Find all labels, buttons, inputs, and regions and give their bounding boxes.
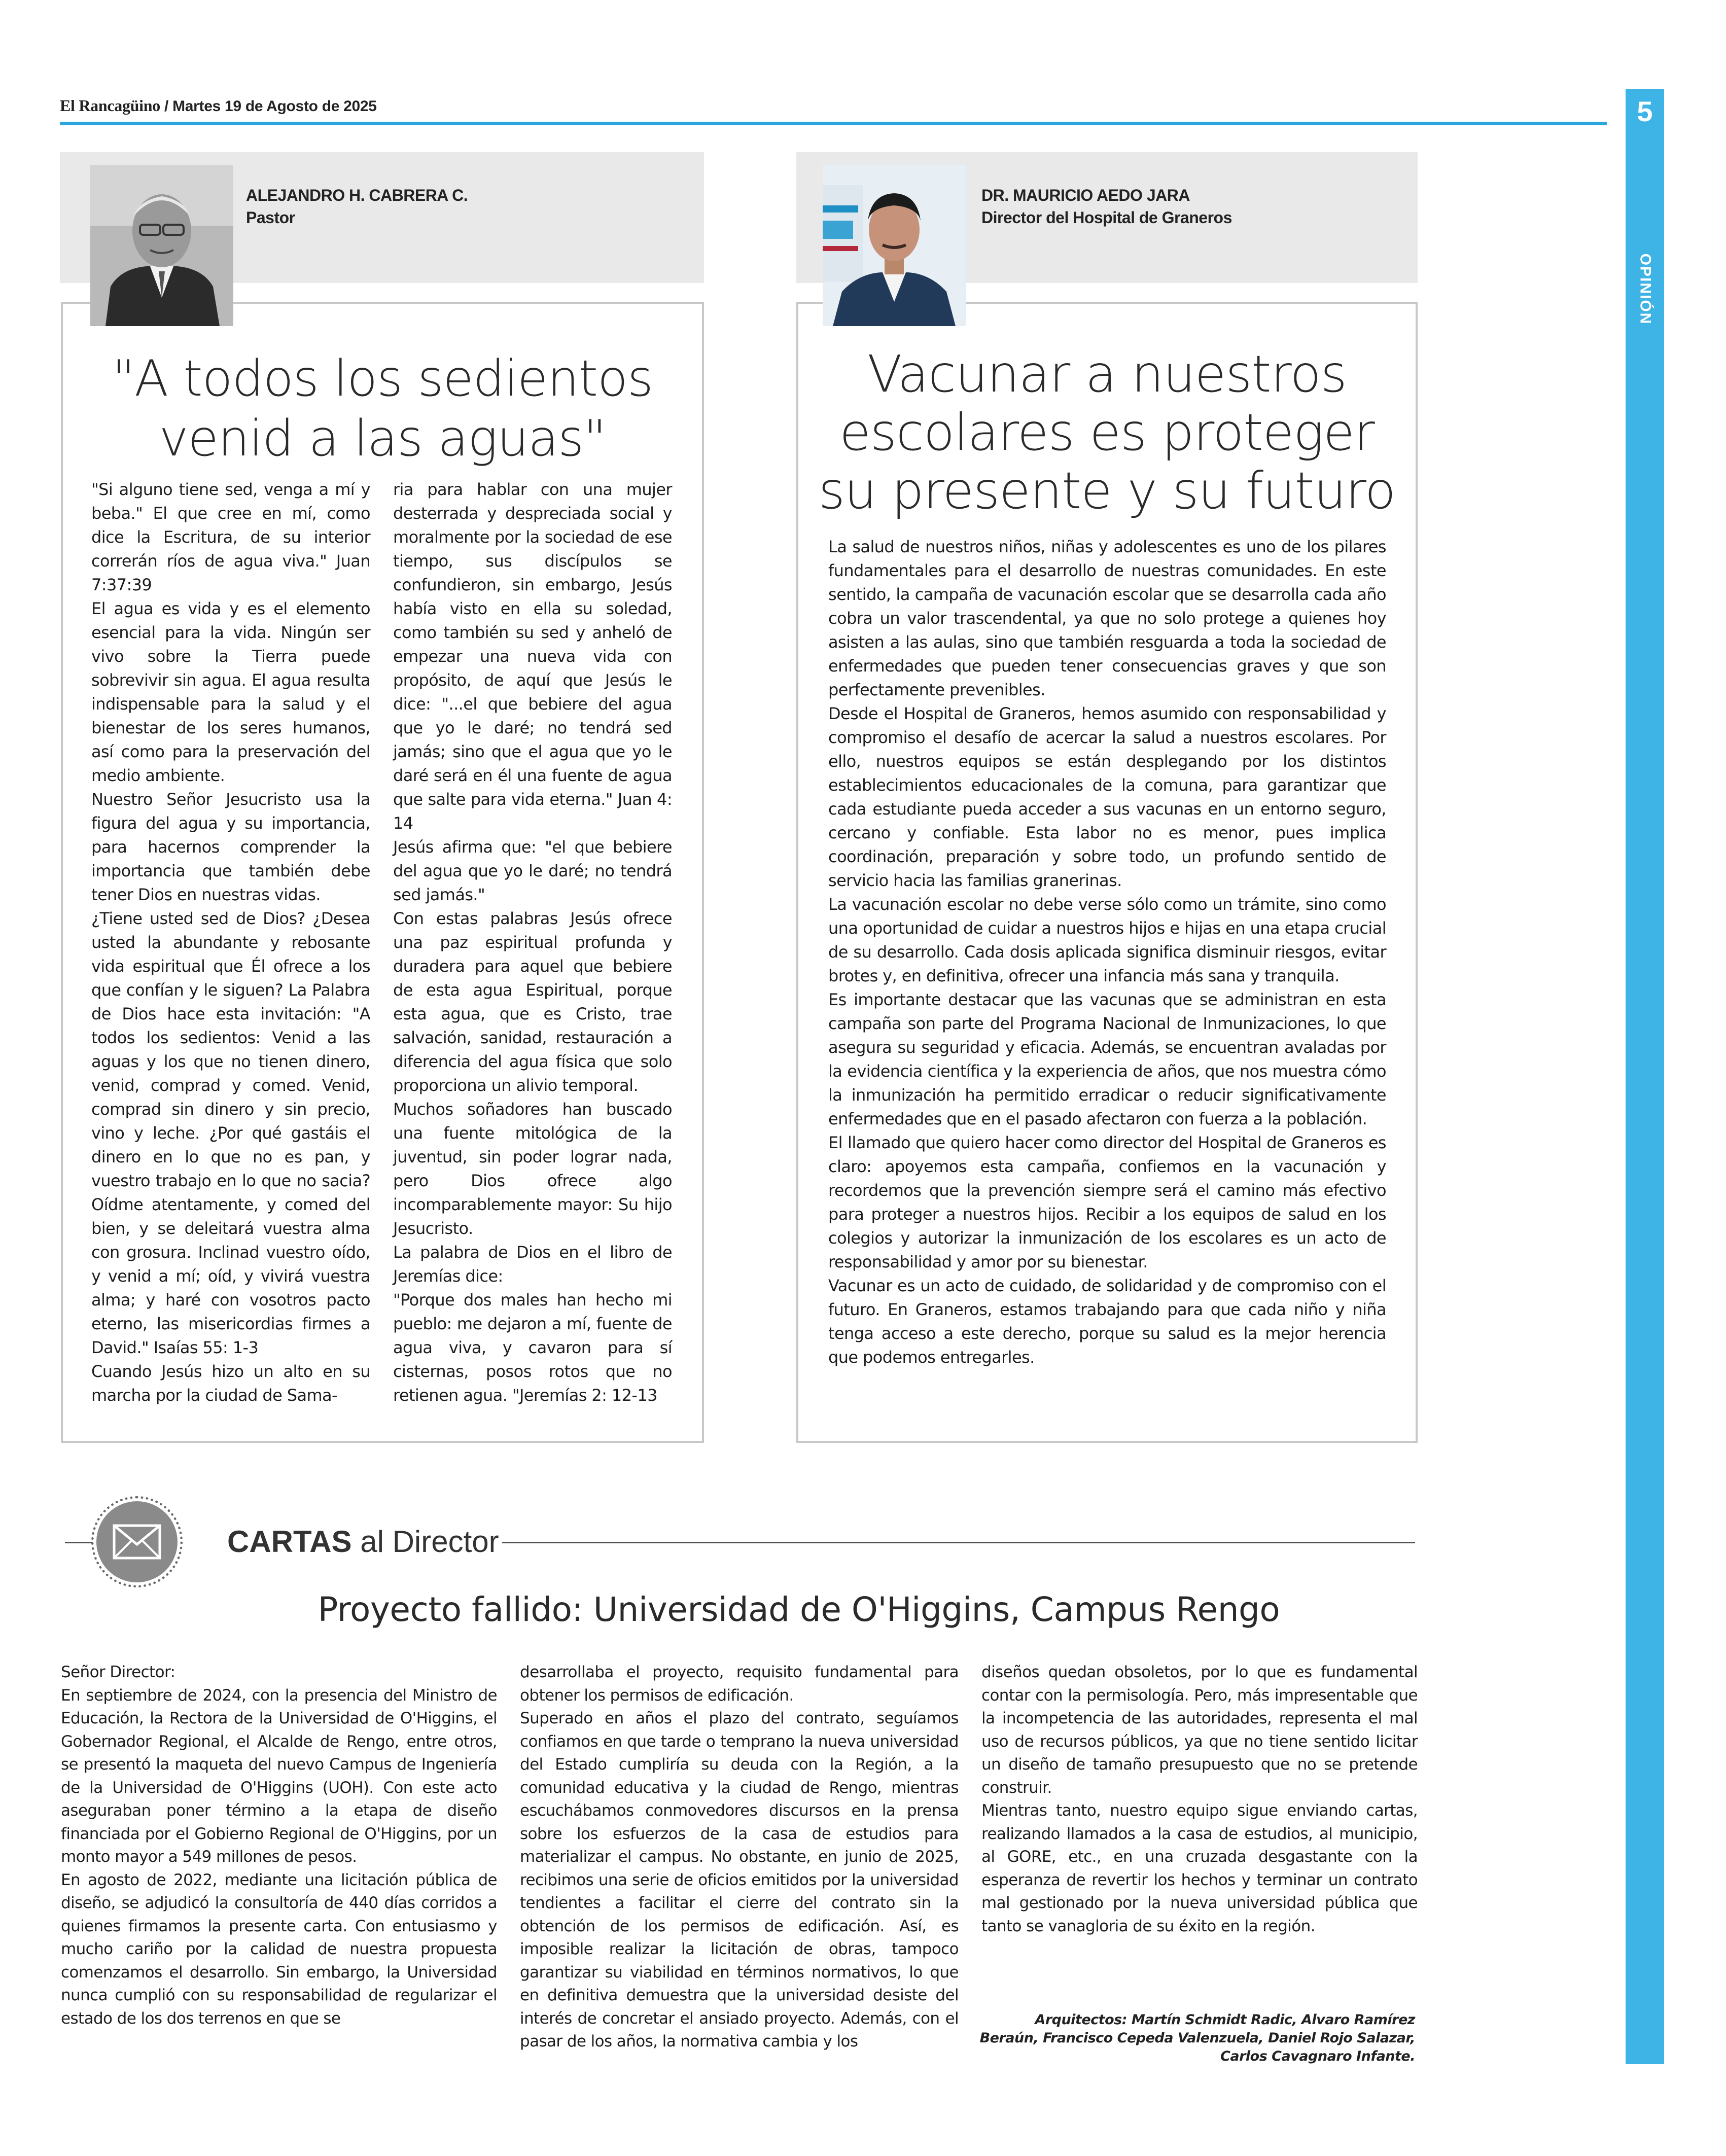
author-role: Director del Hospital de Graneros (981, 208, 1232, 227)
paragraph: La salud de nuestros niños, niñas y adolescentes es uno de los pilares fundamentales para el desarrollo de nuestras comunidades. En este sentido, la campaña de vacunación escolar que se desarrolla cada año cobra un valor trascendental, ya que no solo protege a quienes hoy asisten a las aulas, sino que también resguarda a toda la sociedad de enfermedades que pueden tener consecuencias graves y que son perfectamente prevenibles. (828, 537, 1386, 699)
signature-line: Beraún, Francisco Cepeda Valenzuela, Daniel Rojo Salazar, (979, 2030, 1415, 2046)
section-rule-right (502, 1542, 1415, 1543)
paragraph: desarrollaba el proyecto, requisito fundamental para obtener los permisos de edificación. (520, 1663, 959, 1705)
paragraph: "Si alguno tiene sed, venga a mí y beba." El que cree en mí, como dice la Escritura, de su interior correrán ríos de agua viva." Juan 7:37:39 (91, 480, 370, 594)
paragraph: diseños quedan obsoletos, por lo que es fundamental contar con la permisología. Pero, más impresentable que la incompetencia de las autoridades, representa el mal uso de recursos públicos, ya que no tiene sentido licitar un diseño de tamaño presupuesto que no se pretende construir. (981, 1663, 1418, 1797)
section-label (1632, 246, 1658, 332)
paragraph: La vacunación escolar no debe verse sólo como un trámite, sino como una oportunidad de cuidar a nuestros hijos e hijas en una etapa crucial de su desarrollo. Cada dosis aplicada significa disminuir riesgos, evitar brotes y, en definitiva, ofrecer una infancia más sana y tranquila. (828, 895, 1386, 985)
masthead (60, 96, 377, 115)
paragraph: Jesús afirma que: "el que bebiere del agua que yo le daré; no tendrá sed jamás." (393, 837, 672, 904)
headline-line: su presente y su futuro (818, 461, 1396, 520)
author-left (246, 184, 468, 229)
paragraph: En septiembre de 2024, con la presencia del Ministro de Educación, la Rectora de la Universidad de O'Higgins, el Gobernador Regional, el Alcalde de Rengo, entre otros, se presentó la maqueta del nuevo Campus de Ingeniería de la Universidad de O'Higgins (UOH). Con este acto aseguraban poner término a la etapa de diseño financiada por el Gobierno Regional de O'Higgins, por un monto mayor a 549 millones de pesos. (61, 1686, 497, 1866)
paragraph: La palabra de Dios en el libro de Jeremías dice: (393, 1243, 672, 1286)
paragraph: ¿Tiene usted sed de Dios? ¿Desea usted la abundante y rebosante vida espiritual que Él ofrece a los que confían y le siguen? La Palabra de Dios hace esta invitación: "A todos los sedientos: Venid a las aguas y los que no tienen dinero, venid, comprad y comed. Venid, comprad sin dinero y sin precio, vino y leche. ¿Por qué gastáis el dinero en lo que no es pan, y vuestro trabajo en lo que no sacia? Oídme atentamente, y comed del bien, y se deleitará vuestra alma con grosura. Inclinad vuestro oído, y venid a mí; oíd, y vivirá vuestra alma; y haré con vosotros pacto eterno, las misericordias firmes a David." Isaías 55: 1-3 (91, 909, 370, 1357)
paragraph: El llamado que quiero hacer como director del Hospital de Graneros es claro: apoyemos esta campaña, confiemos en la vacunación y recordemos que la prevención siempre será el camino más efectivo para proteger a nuestros hijos. Recibir a los equipos de salud en los colegios y autorizar la inmunización de los escolares es un acto de responsabilidad y amor por su bienestar. (828, 1133, 1386, 1271)
author-name: ALEJANDRO H. CABRERA C. (246, 186, 468, 204)
paragraph: Superado en años el plazo del contrato, seguíamos confiamos en que tarde o temprano la nueva universidad del Estado cumpliría su deuda con la Región, a la comunidad educativa y la ciudad de Rengo, mientras escuchábamos conmovedores discursos en la prensa sobre los esfuerzos de la casa de estudios para materializar el campus. No obstante, en junio de 2025, recibimos una serie de oficios emitidos por la universidad tendientes a facilitar el cierre del contrato sin la obtención de los permisos de edificación. Así, es imposible realizar la licitación de obras, tampoco garantizar su viabilidad en términos normativos, lo que en definitiva demuestra que la universidad desiste del interés de concretar el ansiado proyecto. Además, con el pasar de los años, la normativa cambia y los (520, 1709, 959, 2051)
author-portrait-icon (90, 165, 233, 326)
headline-right (796, 345, 1418, 520)
paragraph: Es importante destacar que las vacunas que se administran en esta campaña son parte del Programa Nacional de Inmunizaciones, lo que asegura su seguridad y eficacia. Además, se encuentran avaladas por la evidencia científica y la experiencia de años, que nos muestra cómo la inmunización ha permitido erradicar o reducir significativamente enfermedades que en el pasado afectaron con fuerza a la población. (828, 990, 1386, 1128)
letters-section-title (227, 1524, 499, 1559)
signature-line: Arquitectos: Martín Schmidt Radic, Alvaro Ramírez (1035, 2012, 1415, 2028)
letter-salutation: Señor Director: (61, 1663, 175, 1681)
headline-line: "A todos los sedientos (112, 350, 653, 408)
author-photo-right (823, 165, 966, 326)
paragraph: "Porque dos males han hecho mi pueblo: me dejaron a mí, fuente de agua viva, y cavaron para sí cisternas, posos rotos que no retienen agua. "Jeremías 2: 12-13 (393, 1290, 672, 1405)
page-number: 5 (1637, 95, 1653, 127)
paragraph: Desde el Hospital de Graneros, hemos asumido con responsabilidad y compromiso el desafío de acercar la salud a nuestros escolares. Por ello, nuestros equipos se están desplegando por los distintos establecimientos educacionales de la comuna, para garantizar que cada estudiante pueda acceder a sus vacunas en un entorno seguro, cercano y confiable. Esta labor no es menor, pues implica coordinación, preparación y sobre todo, un profundo sentido de servicio hacia las familias granerinas. (828, 704, 1386, 890)
letters-section-title-light: al Director (351, 1525, 499, 1559)
letter-col1 (61, 1661, 497, 2030)
article-left-col1 (91, 478, 370, 1407)
issue-date: Martes 19 de Agosto de 2025 (172, 98, 377, 115)
letter-title: Proyecto fallido: Universidad de O'Higgins, Campus Rengo (318, 1590, 1280, 1629)
section-rule-left (65, 1542, 93, 1543)
letter-signature (964, 2011, 1415, 2066)
paragraph: Cuando Jesús hizo un alto en su marcha por la ciudad de Sama- (91, 1362, 370, 1405)
headline-line: Vacunar a nuestros (867, 344, 1347, 404)
paragraph: El agua es vida y es el elemento esencial para la vida. Ningún ser vivo sobre la Tierra puede sobrevivir sin agua. El agua resulta indispensable para la salud y el bienestar de los seres humanos, así como para la preservación del medio ambiente. (91, 599, 370, 785)
letter-col2 (520, 1661, 959, 2054)
section-sidebar (1626, 89, 1664, 2064)
letters-badge-inner (96, 1501, 178, 1582)
paragraph: ria para hablar con una mujer desterrada y despreciada social y moralmente por la sociedad de ese tiempo, sus discípulos se confundieron, sin embargo, Jesús había visto en ella su soledad, como también su sed y anheló de empezar una nueva vida con propósito, de aquí que Jesús le dice: "...el que bebiere del agua que yo le daré; no tendrá sed jamás; sino que el agua que yo le daré será en él una fuente de agua que salte para vida eterna." Juan 4: 14 (393, 480, 672, 833)
article-right-body (828, 535, 1386, 1369)
header-rule (60, 122, 1607, 125)
paragraph: Muchos soñadores han buscado una fuente mitológica de la juventud, sin poder lograr nada, pero Dios ofrece algo incomparablemente mayor: Su hijo Jesucristo. (393, 1100, 672, 1238)
paragraph: En agosto de 2022, mediante una licitación pública de diseño, se adjudicó la consultoría de 440 días corridos a quienes firmamos la presente carta. Con entusiasmo y mucho cariño por la calidad de nuestra propuesta comenzamos el desarrollo. Sin embargo, la Universidad nunca cumplió con su responsabilidad de regularizar el estado de los dos terrenos en que se (61, 1870, 497, 2028)
paragraph: Con estas palabras Jesús ofrece una paz espiritual profunda y duradera para aquel que bebiere de esta agua Espiritual, porque esta agua, que es Cristo, trae salvación, sanidad, restauración a diferencia del agua física que solo proporciona un alivio temporal. (393, 909, 672, 1095)
article-left-col2 (393, 478, 672, 1407)
section-name: OPINIÓN (1637, 253, 1653, 325)
headline-line: escolares es proteger (839, 403, 1375, 462)
author-photo-left (90, 165, 233, 326)
letter-col3 (981, 1661, 1418, 1938)
author-right (981, 184, 1232, 229)
paragraph: Mientras tanto, nuestro equipo sigue enviando cartas, realizando llamados a la casa de estudios, al municipio, al GORE, etc., en una cruzada desgastante con la esperanza de revertir los hechos y terminar un contrato mal gestionado por la nueva universidad pública que tanto se vanagloria de su éxito en la región. (981, 1801, 1418, 1935)
newspaper-name: El Rancagüino (60, 96, 160, 115)
masthead-separator: / (164, 98, 169, 115)
headline-left (61, 349, 704, 469)
author-name: DR. MAURICIO AEDO JARA (981, 186, 1190, 204)
paragraph: Nuestro Señor Jesucristo usa la figura del agua y su importancia, para hacernos comprender la importancia que también debe tener Dios en nuestras vidas. (91, 790, 370, 904)
envelope-icon (113, 1524, 161, 1560)
paragraph: Vacunar es un acto de cuidado, de solidaridad y de compromiso con el futuro. En Graneros, estamos trabajando para que cada niño y niña tenga acceso a este derecho, porque su salud es la mejor herencia que podemos entregarles. (828, 1276, 1386, 1367)
author-portrait-icon (823, 165, 966, 326)
letters-badge (91, 1496, 183, 1587)
author-role: Pastor (246, 208, 295, 227)
signature-line: Carlos Cavagnaro Infante. (1220, 2048, 1415, 2064)
headline-line: venid a las aguas" (159, 410, 606, 468)
letters-section-title-bold: CARTAS (227, 1525, 352, 1559)
